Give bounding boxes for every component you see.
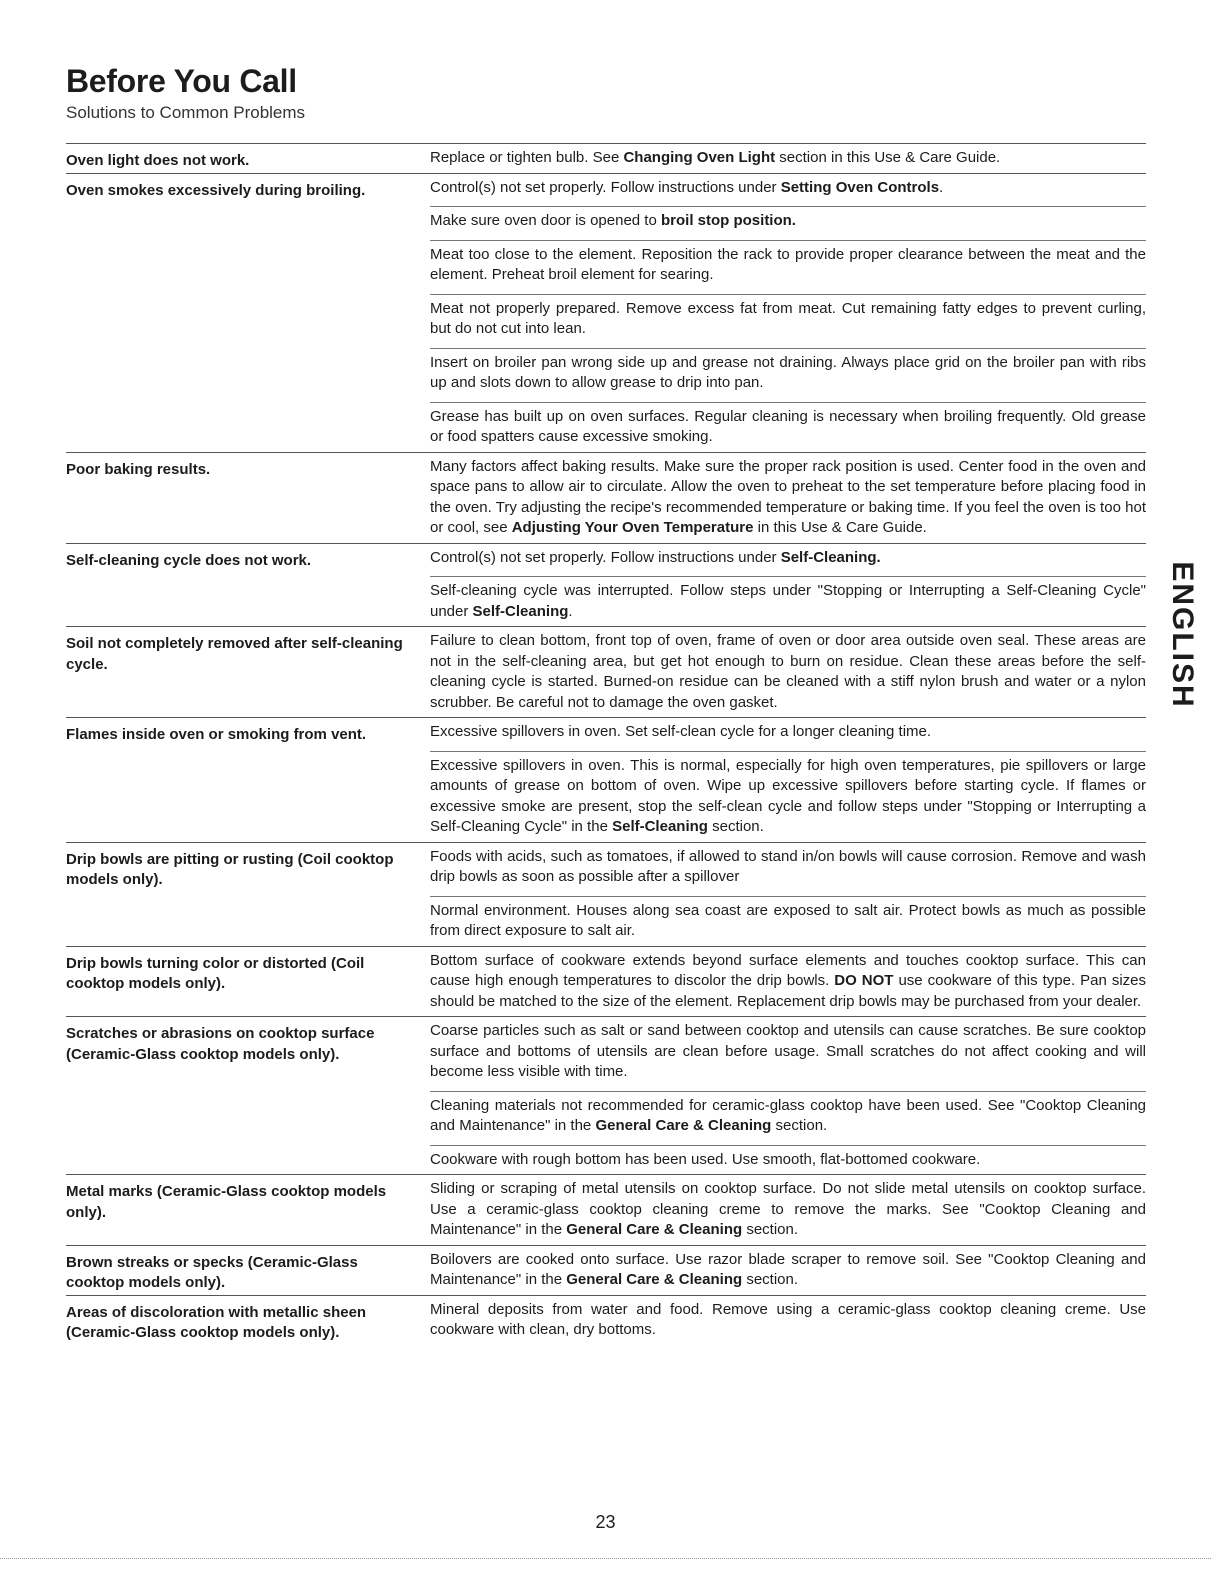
solution-text (430, 576, 1146, 626)
solution-text (430, 1145, 1146, 1175)
solution-text (430, 1246, 1146, 1295)
solution-emphasis: Self-Cleaning (472, 602, 569, 620)
solution-text (430, 1296, 1146, 1345)
solution-text (430, 402, 1146, 452)
solution-emphasis: General Care & Cleaning (566, 1221, 743, 1238)
solution-emphasis: Changing Oven Light (623, 149, 776, 166)
solution-segment: Meat not properly prepared. Remove excess fat from meat. Cut remaining fatty edges to prevent curling, but do not cut into lean. (430, 299, 1146, 337)
problem-row (66, 1175, 1146, 1246)
solution-text (430, 294, 1146, 344)
problem-text: Scratches or abrasions on cooktop surface (Ceramic-Glass cooktop models only). (66, 1025, 375, 1063)
solution-segment: section. (707, 818, 764, 835)
solution-text (430, 627, 1146, 717)
solution-text (430, 544, 1146, 573)
problem-row (66, 1017, 1146, 1175)
solution-segment: Insert on broiler pan wrong side up and grease not draining. Always place grid on the broiler pan with ribs up and slots down to allow grease to drip into pan. (430, 353, 1146, 391)
solution-segment: Replace or tighten bulb. See (430, 149, 624, 166)
solution-list (430, 1175, 1146, 1245)
solution-segment: section. (771, 1117, 828, 1134)
solution-emphasis: Self-Cleaning (612, 818, 708, 835)
solution-segment: Boilovers are cooked onto surface. Use razor blade scraper to remove soil. See "Cooktop Cleaning and Maintenance" in the (430, 1250, 1146, 1288)
page-title: Before You Call (66, 63, 297, 99)
bottom-divider (0, 1558, 1211, 1559)
page-number: 23 (595, 1512, 616, 1532)
solution-text (430, 1175, 1146, 1245)
solution-segment: Meat too close to the element. Reposition the rack to provide proper clearance between the meat and the element. Preheat broil element for searing. (430, 245, 1146, 283)
solution-segment: Self-cleaning cycle was interrupted. Follow steps under "Stopping or Interrupting a Self-Cleaning Cycle" under (430, 582, 1146, 620)
solution-segment: Cookware with rough bottom has been used. Use smooth, flat-bottomed cookware. (430, 1150, 981, 1168)
problem-text: Flames inside oven or smoking from vent. (66, 726, 367, 743)
solution-segment: Foods with acids, such as tomatoes, if allowed to stand in/on bowls will cause corrosion. Remove and wash drip bowls as soon as possible after a spillover (430, 847, 1146, 885)
solution-segment: Grease has built up on oven surfaces. Regular cleaning is necessary when broiling frequently. Old grease or food spatters cause excessive smoking. (430, 407, 1146, 445)
solution-segment: Normal environment. Houses along sea coast are exposed to salt air. Protect bowls as much as possible from direct exposure to salt air. (430, 901, 1146, 939)
solution-list (430, 453, 1146, 543)
language-side-tab (1158, 555, 1206, 715)
solution-text (430, 174, 1146, 203)
solution-text (430, 718, 1146, 747)
solution-text (430, 1017, 1146, 1087)
solution-segment: section. (742, 1221, 799, 1238)
solution-text (430, 1091, 1146, 1141)
troubleshooting-table (66, 143, 1146, 1345)
solution-segment: in this Use & Care Guide. (753, 519, 927, 536)
solution-segment: Control(s) not set properly. Follow instructions under (430, 178, 781, 196)
problem-row (66, 1296, 1146, 1345)
problem-row (66, 453, 1146, 544)
problem-text: Soil not completely removed after self-cleaning cycle. (66, 635, 403, 673)
solution-segment: Bottom surface of cookware extends beyond surface elements and touches cooktop surface. This can cause high enough temperatures to discolor the drip bowls. (430, 951, 1146, 989)
solution-emphasis: General Care & Cleaning (566, 1271, 743, 1288)
solution-list (430, 1296, 1146, 1345)
solution-emphasis: Adjusting Your Oven Temperature (511, 519, 754, 536)
solution-list (430, 144, 1146, 173)
page-content (66, 62, 1146, 1345)
problem-text: Metal marks (Ceramic-Glass cooktop models only). (66, 1183, 387, 1221)
problem-row (66, 718, 1146, 843)
solution-segment: Coarse particles such as salt or sand between cooktop and utensils can cause scratches. Be sure cooktop surface and bottoms of utensils are clean before usage. Small scratches do not affect cooking and will become less visible with time. (430, 1022, 1146, 1080)
solution-list (430, 718, 1146, 842)
problem-row (66, 1246, 1146, 1296)
problem-text: Brown streaks or specks (Ceramic-Glass cooktop models only). (66, 1253, 358, 1291)
problem-text: Oven light does not work. (66, 152, 250, 169)
solution-segment: Many factors affect baking results. Make sure the proper rack position is used. Center food in the oven and space pans to allow air to circulate. Allow the oven to preheat to the set temperature before placing food in the oven. Try adjusting the recipe's recommended temperature or baking time. If you feel the oven is too hot or cool, see (430, 457, 1146, 536)
solution-segment: Failure to clean bottom, front top of oven, frame of oven or door area outside oven seal. These areas are not in the self-cleaning area, but get hot enough to burn on residue. Clean these areas before the self-cleaning cycle is started. Burned-on residue can be cleaned with a stiff nylon brush and water or a nylon scrubber. Be careful not to damage the oven gasket. (430, 632, 1146, 711)
solution-text (430, 896, 1146, 946)
solution-list (430, 947, 1146, 1017)
solution-text (430, 751, 1146, 842)
solution-segment: Cleaning materials not recommended for ceramic-glass cooktop have been used. See "Cooktop Cleaning and Maintenance" in the (430, 1096, 1146, 1134)
language-label: ENGLISH (1166, 561, 1199, 709)
problem-row (66, 627, 1146, 718)
problem-text: Areas of discoloration with metallic sheen (Ceramic-Glass cooktop models only). (66, 1303, 367, 1341)
solution-segment: Control(s) not set properly. Follow instructions under (430, 548, 781, 566)
solution-segment: Excessive spillovers in oven. Set self-clean cycle for a longer cleaning time. (430, 723, 932, 740)
solution-text (430, 348, 1146, 398)
solution-emphasis: DO NOT (834, 972, 894, 989)
solution-emphasis: broil stop position. (660, 212, 796, 229)
problem-row (66, 144, 1146, 174)
solution-segment: Make sure oven door is opened to (430, 212, 661, 229)
problem-row (66, 843, 1146, 947)
problem-text: Drip bowls are pitting or rusting (Coil cooktop models only). (66, 850, 394, 888)
solution-segment: Excessive spillovers in oven. This is normal, especially for high oven temperatures, pie spillovers or large amounts of grease on bottom of oven. Wipe up excessive spillovers before starting cycle. If flames or excessive smoke are present, stop the self-clean cycle and follow steps under "Stopping or Interrupting a Self-Cleaning Cycle" in the (430, 756, 1146, 835)
solution-list (430, 1017, 1146, 1174)
solution-emphasis: Setting Oven Controls (780, 178, 940, 196)
page-subtitle: Solutions to Common Problems (66, 103, 306, 122)
solution-emphasis: General Care & Cleaning (595, 1117, 772, 1134)
solution-segment: section. (742, 1271, 799, 1288)
solution-segment: . (939, 178, 944, 196)
solution-text (430, 947, 1146, 1017)
solution-text (430, 240, 1146, 290)
solution-list (430, 1246, 1146, 1295)
problem-text: Drip bowls turning color or distorted (Coil cooktop models only). (66, 954, 365, 992)
solution-emphasis: Self-Cleaning. (780, 548, 881, 566)
problem-row (66, 947, 1146, 1018)
solution-text (430, 453, 1146, 543)
solution-text (430, 206, 1146, 236)
solution-text (430, 144, 1146, 173)
problem-row (66, 174, 1146, 453)
solution-list (430, 843, 1146, 946)
problem-row (66, 544, 1146, 628)
solution-list (430, 544, 1146, 627)
solution-list (430, 174, 1146, 452)
solution-segment: use cookware of this type. Pan sizes should be matched to the size of the element. Replacement drip bowls may be purchased from your dealer. (430, 972, 1146, 1010)
solution-segment: . (568, 602, 573, 620)
problem-text: Oven smokes excessively during broiling. (66, 181, 366, 199)
solution-text (430, 843, 1146, 892)
solution-segment: section in this Use & Care Guide. (775, 149, 1001, 166)
problem-text: Self-cleaning cycle does not work. (66, 551, 312, 569)
problem-text: Poor baking results. (66, 460, 211, 478)
solution-list (430, 627, 1146, 717)
solution-segment: Sliding or scraping of metal utensils on cooktop surface. Do not slide metal utensils on cooktop surface. Use a ceramic-glass cooktop cleaning creme to remove the marks. See "Cooktop Cleaning and Maintenance" in the (430, 1180, 1146, 1238)
solution-segment: Mineral deposits from water and food. Remove using a ceramic-glass cooktop cleaning creme. Use cookware with clean, dry bottoms. (430, 1300, 1146, 1338)
